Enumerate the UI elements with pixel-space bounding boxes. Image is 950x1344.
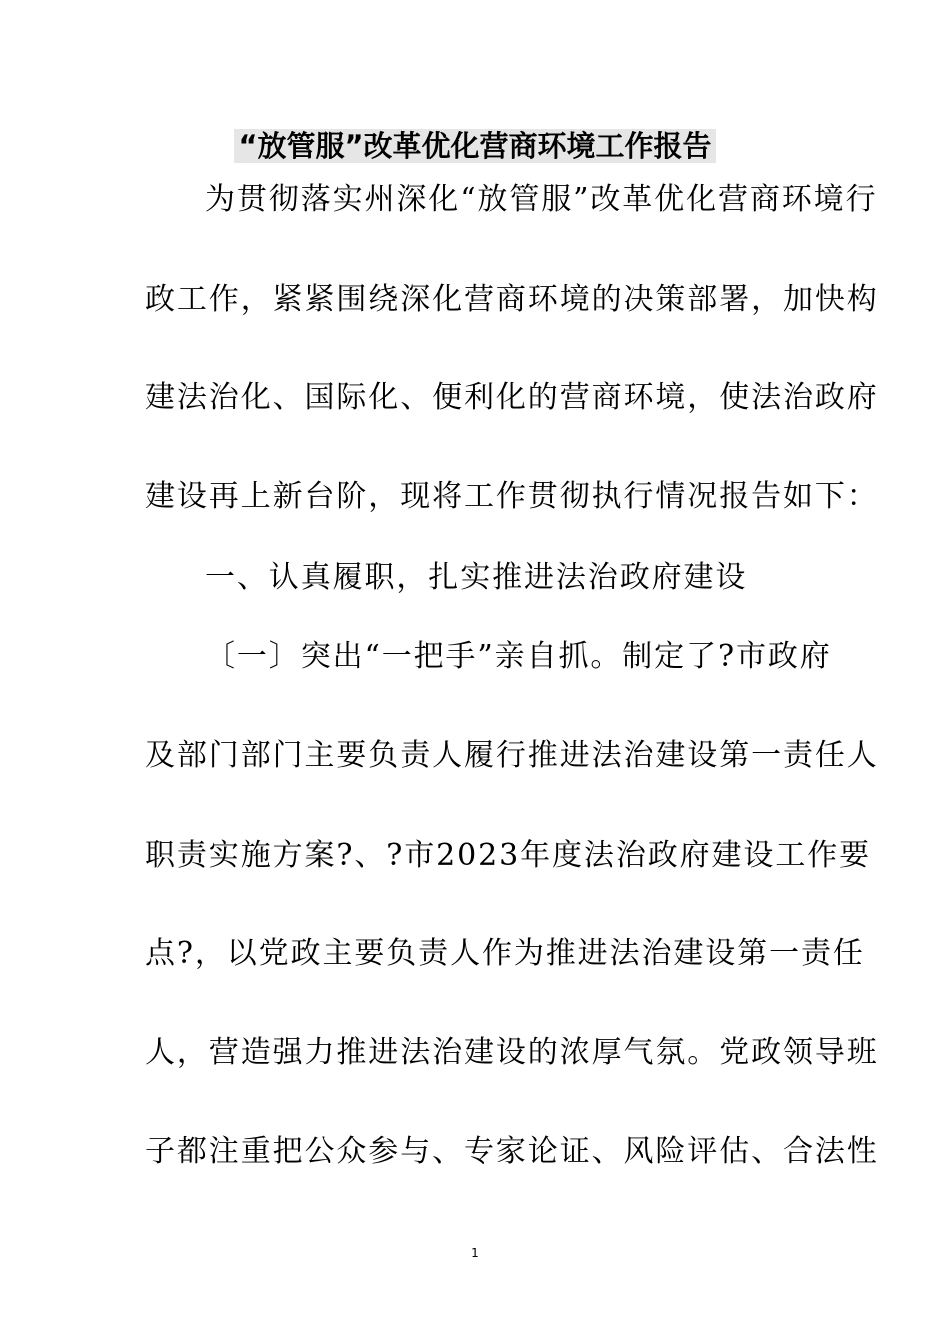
paragraph-line: 〔一〕突出“一把手”亲自抓。制定了?市政府 <box>205 639 832 674</box>
paragraph-line: 人，营造强力推进法治建设的浓厚气氛。党政领导班 <box>145 1035 879 1070</box>
document-title <box>0 126 950 166</box>
paragraph-line: 职责实施方案?、?市2023年度法治政府建设工作要 <box>145 838 872 873</box>
paragraph-line: 为贯彻落实州深化“放管服”改革优化营商环境行 <box>205 182 878 217</box>
paragraph-line: 政工作，紧紧围绕深化营商环境的决策部署，加快构 <box>145 282 879 317</box>
paragraph-line: 及部门部门主要负责人履行推进法治建设第一责任人 <box>145 738 879 773</box>
paragraph-line: 建法治化、国际化、便利化的营商环境，使法治政府 <box>145 380 879 415</box>
paragraph-line: 建设再上新台阶，现将工作贯彻执行情况报告如下： <box>145 479 879 514</box>
title-text: “放管服”改革优化营商环境工作报告 <box>234 129 715 163</box>
section-heading: 一、认真履职，扎实推进法治政府建设 <box>205 560 748 595</box>
page-number: 1 <box>471 1246 479 1260</box>
paragraph-line: 子都注重把公众参与、专家论证、风险评估、合法性 <box>145 1134 879 1169</box>
paragraph-line: 点?，以党政主要负责人作为推进法治建设第一责任 <box>145 936 865 971</box>
